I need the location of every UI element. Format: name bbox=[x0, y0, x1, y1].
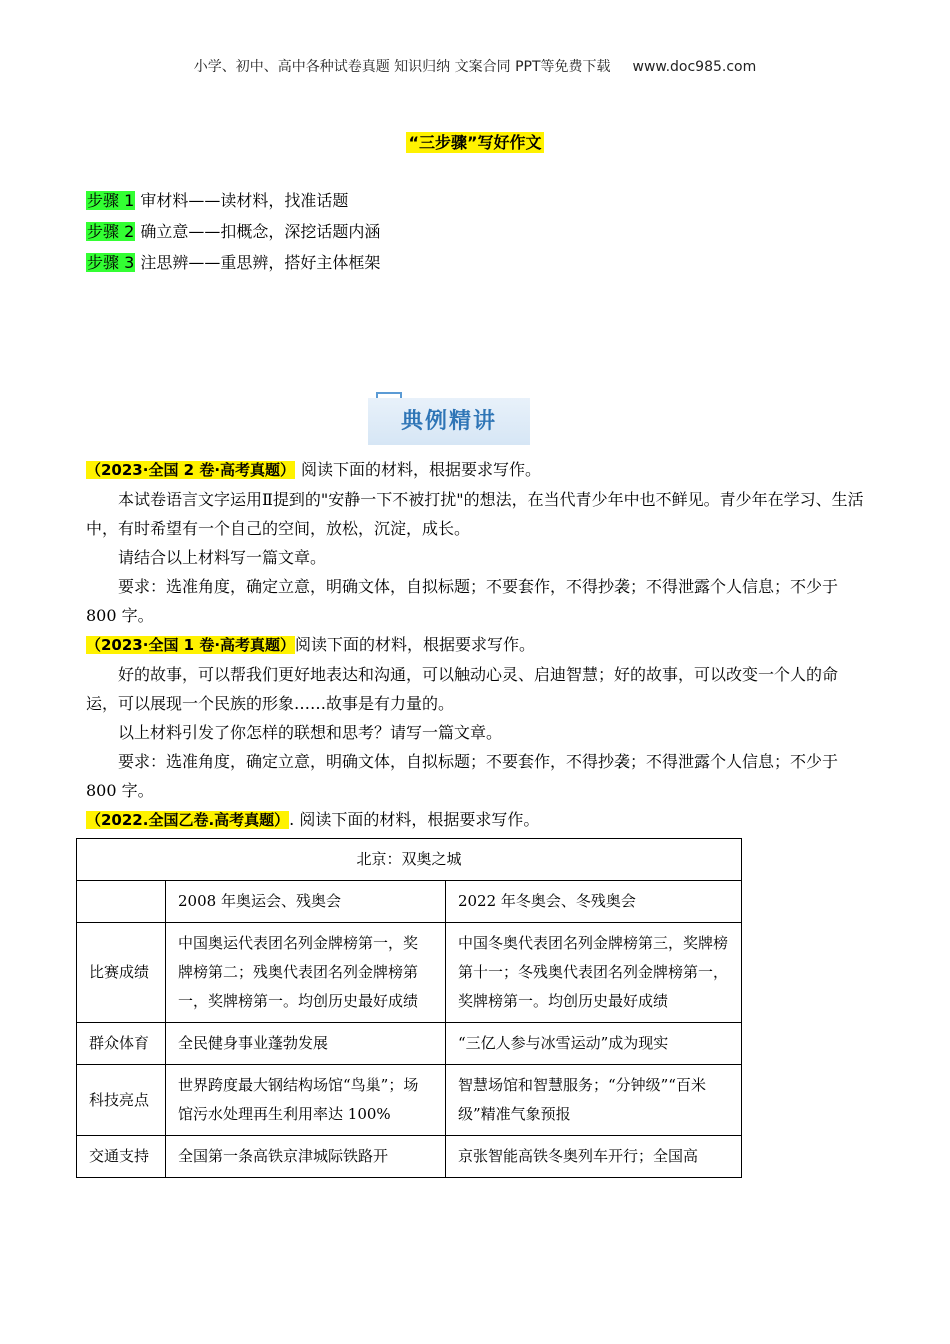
banner-box bbox=[368, 398, 530, 445]
example-prompt: 阅读下面的材料，根据要求写作。 bbox=[295, 635, 536, 654]
row-label: 比赛成绩 bbox=[77, 923, 166, 1023]
table-row bbox=[77, 923, 742, 1023]
step-item bbox=[86, 219, 380, 250]
table-cell: “三亿人参与冰雪运动”成为现实 bbox=[445, 1023, 741, 1065]
table-header-row bbox=[77, 881, 742, 923]
example-source: （2022.全国乙卷.高考真题） bbox=[86, 811, 290, 829]
table-row bbox=[77, 1065, 742, 1136]
olympics-table bbox=[76, 838, 742, 1178]
table-title: 北京：双奥之城 bbox=[77, 839, 742, 881]
step-item bbox=[86, 250, 380, 281]
example-paragraph: 请结合以上材料写一篇文章。 bbox=[118, 548, 327, 567]
banner-label: 典例精讲 bbox=[400, 409, 497, 434]
example-paragraph: 要求：选准角度，确定立意，明确文体，自拟标题；不要套作，不得抄袭；不得泄露个人信息；不少于 800 字。 bbox=[86, 577, 839, 625]
table-cell: 全国第一条高铁京津城际铁路开 bbox=[166, 1136, 446, 1178]
examples-content bbox=[86, 455, 866, 835]
step-item bbox=[86, 188, 380, 219]
table-header-cell: 2022 年冬奥会、冬残奥会 bbox=[445, 881, 741, 923]
example-paragraph: 以上材料引发了你怎样的联想和思考？请写一篇文章。 bbox=[118, 723, 503, 742]
section-banner bbox=[368, 392, 530, 445]
document-title bbox=[0, 130, 950, 153]
title-text: “三步骤”写好作文 bbox=[408, 133, 542, 152]
example-paragraph: 本试卷语言文字运用Ⅱ提到的"安静一下不被打扰"的想法，在当代青少年中也不鲜见。青少年在学习、生活中，有时希望有一个自己的空间，放松，沉淀，成长。 bbox=[86, 490, 864, 538]
step-text: 审材料——读材料，找准话题 bbox=[140, 191, 349, 210]
example-source: （2023·全国 2 卷·高考真题） bbox=[86, 461, 296, 479]
table-cell: 全民健身事业蓬勃发展 bbox=[166, 1023, 446, 1065]
example-heading bbox=[86, 630, 866, 660]
table-header-cell: 2008 年奥运会、残奥会 bbox=[166, 881, 446, 923]
table-row bbox=[77, 1023, 742, 1065]
step-tag: 步骤 3 bbox=[87, 253, 135, 272]
table-row bbox=[77, 1136, 742, 1178]
step-text: 注思辨——重思辨，搭好主体框架 bbox=[140, 253, 381, 272]
steps-list bbox=[86, 188, 380, 281]
header-text: 小学、初中、高中各种试卷真题 知识归纳 文案合同 PPT等免费下载 bbox=[193, 59, 611, 75]
example-paragraph: 好的故事，可以帮我们更好地表达和沟通，可以触动心灵、启迪智慧；好的故事，可以改变一个人的命运，可以展现一个民族的形象……故事是有力量的。 bbox=[86, 665, 839, 713]
table-cell: 中国奥运代表团名列金牌榜第一，奖牌榜第二；残奥代表团名列金牌榜第一，奖牌榜第一。均创历史最好成绩 bbox=[166, 923, 446, 1023]
table-cell: 京张智能高铁冬奥列车开行；全国高 bbox=[445, 1136, 741, 1178]
step-tag: 步骤 2 bbox=[87, 222, 135, 241]
example-prompt: 阅读下面的材料，根据要求写作。 bbox=[301, 460, 542, 479]
header-url[interactable]: www.doc985.com bbox=[632, 59, 757, 75]
example-paragraph: 要求：选准角度，确定立意，明确文体，自拟标题；不要套作，不得抄袭；不得泄露个人信息；不少于 800 字。 bbox=[86, 752, 839, 800]
example-heading bbox=[86, 455, 866, 485]
table-header-cell bbox=[77, 881, 166, 923]
page-header bbox=[0, 56, 950, 76]
step-text: 确立意——扣概念，深挖话题内涵 bbox=[140, 222, 381, 241]
example-prompt: . 阅读下面的材料，根据要求写作。 bbox=[289, 810, 540, 829]
table-cell: 世界跨度最大钢结构场馆“鸟巢”；场馆污水处理再生利用率达 100% bbox=[166, 1065, 446, 1136]
example-source: （2023·全国 1 卷·高考真题） bbox=[86, 636, 296, 654]
row-label: 科技亮点 bbox=[77, 1065, 166, 1136]
row-label: 交通支持 bbox=[77, 1136, 166, 1178]
row-label: 群众体育 bbox=[77, 1023, 166, 1065]
table-cell: 智慧场馆和智慧服务；“分钟级”“百米级”精准气象预报 bbox=[445, 1065, 741, 1136]
table-cell: 中国冬奥代表团名列金牌榜第三，奖牌榜第十一；冬残奥代表团名列金牌榜第一，奖牌榜第一。均创历史最好成绩 bbox=[445, 923, 741, 1023]
example-heading bbox=[86, 805, 866, 835]
step-tag: 步骤 1 bbox=[87, 191, 135, 210]
table-title-row bbox=[77, 839, 742, 881]
